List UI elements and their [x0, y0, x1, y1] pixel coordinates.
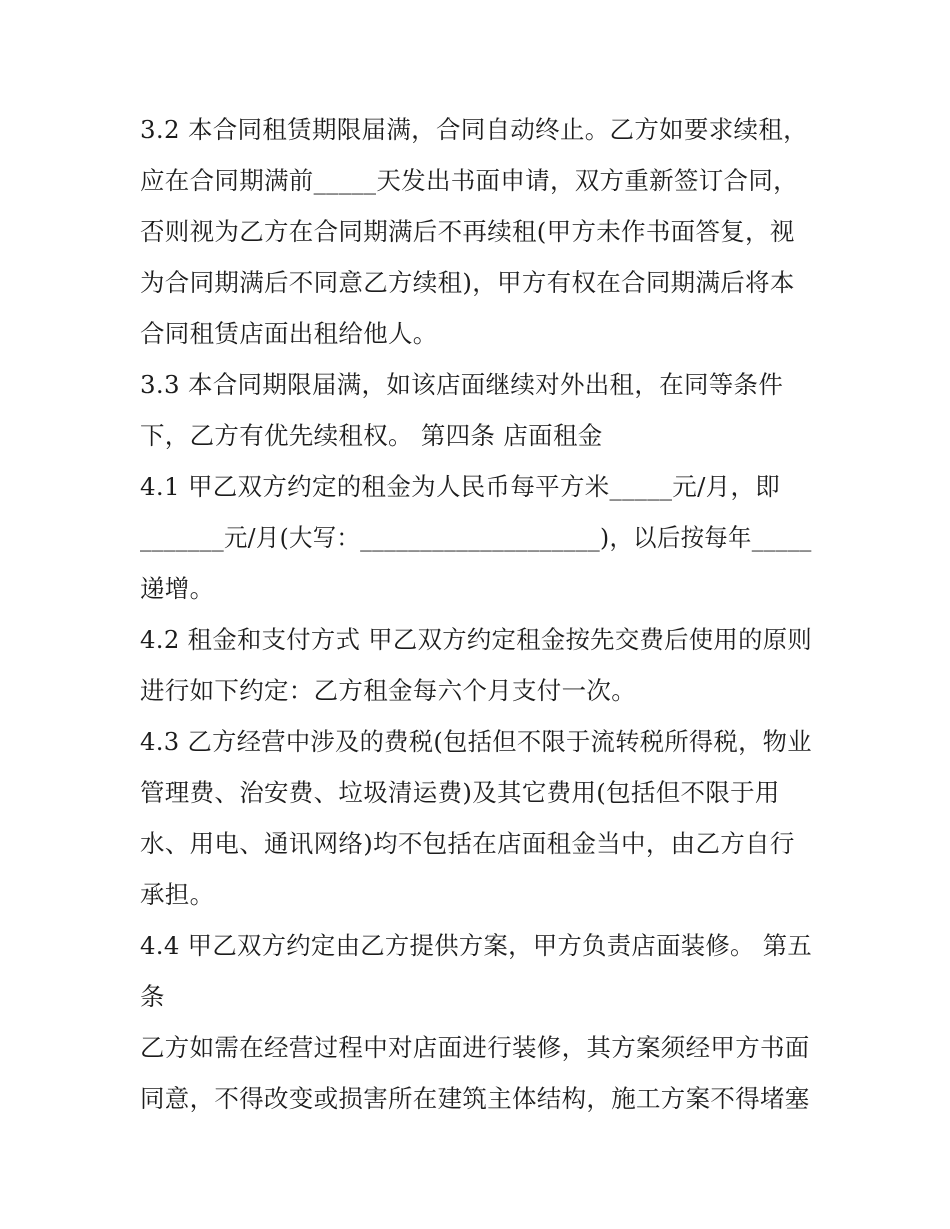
- text-line: 乙方如需在经营过程中对店面进行装修，其方案须经甲方书面: [140, 1033, 810, 1062]
- text-line: 递增。: [140, 574, 215, 603]
- text-line: 4.1 甲乙双方约定的租金为人民币每平方米_____元/月，即: [140, 472, 781, 501]
- text-line: _______元/月(大写：____________________)，以后按每年_____: [140, 523, 812, 552]
- text-line: 为合同期满后不同意乙方续租)，甲方有权在合同期满后将本: [140, 268, 795, 297]
- text-line: 3.3 本合同期限届满，如该店面继续对外出租，在同等条件: [140, 370, 784, 399]
- text-line: 承担。: [140, 880, 215, 909]
- text-line: 4.4 甲乙双方约定由乙方提供方案，甲方负责店面装修。 第五: [140, 931, 813, 960]
- text-line: 同意，不得改变或损害所在建筑主体结构，施工方案不得堵塞: [140, 1084, 810, 1113]
- text-line: 进行如下约定：乙方租金每六个月支付一次。: [140, 676, 636, 705]
- text-line: 下，乙方有优先续租权。 第四条 店面租金: [140, 421, 603, 450]
- text-line: 水、用电、通讯网络)均不包括在店面租金当中，由乙方自行: [140, 829, 795, 858]
- text-line: 3.2 本合同租赁期限届满，合同自动终止。乙方如要求续租，: [140, 115, 808, 144]
- text-line: 合同租赁店面出租给他人。: [140, 319, 438, 348]
- text-line: 应在合同期满前_____天发出书面申请，双方重新签订合同，: [140, 166, 798, 195]
- text-line: 否则视为乙方在合同期满后不再续租(甲方未作书面答复，视: [140, 217, 795, 246]
- text-line: 条: [140, 982, 165, 1011]
- text-line: 4.3 乙方经营中涉及的费税(包括但不限于流转税所得税，物业: [140, 727, 812, 756]
- text-line: 4.2 租金和支付方式 甲乙双方约定租金按先交费后使用的原则: [140, 625, 813, 654]
- text-line: 管理费、治安费、垃圾清运费)及其它费用(包括但不限于用: [140, 778, 780, 807]
